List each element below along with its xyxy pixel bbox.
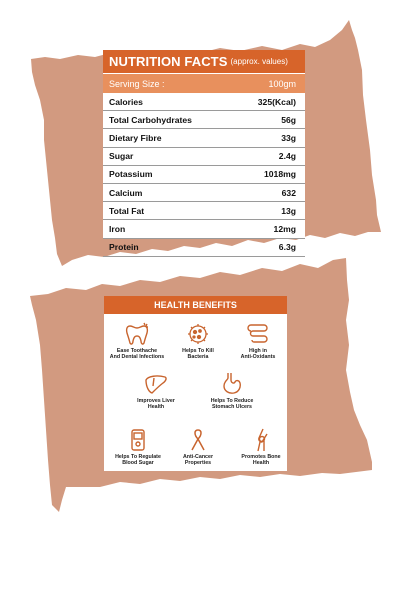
stomach-icon (219, 372, 245, 396)
nutrient-label: Total Carbohydrates (109, 114, 192, 125)
nutrient-label: Sugar (109, 151, 134, 162)
nutrient-label: Calcium (109, 187, 143, 198)
benefit-label: Ease Toothache And Dental Infections (109, 348, 165, 361)
benefit-item (194, 372, 270, 411)
benefit-label: Helps To Reduce Stomach Ulcers (210, 398, 254, 411)
nutrition-title: NUTRITION FACTS (109, 54, 228, 69)
benefit-item (223, 428, 299, 467)
serving-size-row (103, 74, 305, 93)
nutrient-value: 12mg (273, 223, 296, 234)
benefit-label: High in Anti-Oxidants (240, 348, 276, 361)
nutrient-value: 6.3g (278, 242, 296, 253)
liver-icon (143, 372, 169, 396)
intestine-icon (245, 322, 271, 346)
benefit-label: Improves Liver Health (137, 398, 175, 411)
nutrient-value: 325(Kcal) (257, 96, 296, 107)
nutrient-label: Total Fat (109, 205, 145, 216)
nutrient-label: Potassium (109, 169, 153, 180)
benefit-label: Promotes Bone Health (241, 454, 281, 467)
nutrition-facts-card (103, 50, 305, 253)
glucose-meter-icon (125, 428, 151, 452)
health-title: HEALTH BENEFITS (154, 300, 237, 310)
health-benefits-card (104, 296, 287, 471)
bone-joint-icon (248, 428, 274, 452)
bacteria-icon (185, 322, 211, 346)
nutrient-label: Protein (109, 242, 139, 253)
serving-size-value: 100gm (268, 78, 296, 89)
nutrient-row (103, 166, 305, 184)
benefit-item (220, 322, 296, 361)
nutrient-row (103, 129, 305, 147)
benefit-label: Helps To Regulate Blood Sugar (115, 454, 161, 467)
nutrient-row (103, 239, 305, 257)
nutrient-value: 2.4g (278, 151, 296, 162)
nutrient-row (103, 111, 305, 129)
nutrient-value: 1018mg (263, 169, 296, 180)
cancer-ribbon-icon (185, 428, 211, 452)
nutrient-row (103, 184, 305, 202)
health-header (104, 296, 287, 314)
nutrient-value: 632 (281, 187, 296, 198)
serving-size-label: Serving Size : (109, 78, 165, 89)
nutrient-value: 33g (281, 132, 296, 143)
nutrient-row (103, 93, 305, 111)
nutrient-label: Iron (109, 223, 126, 234)
nutrient-label: Calories (109, 96, 143, 107)
benefit-label: Helps To Kill Bacteria (182, 348, 214, 361)
nutrition-subtitle: (approx. values) (230, 57, 288, 66)
nutrient-value: 56g (281, 114, 296, 125)
nutrient-value: 13g (281, 205, 296, 216)
nutrient-row (103, 202, 305, 220)
nutrient-row (103, 148, 305, 166)
benefit-label: Anti-Cancer Properties (182, 454, 214, 467)
tooth-icon (124, 322, 150, 346)
nutrition-header (103, 50, 305, 73)
nutrient-label: Dietary Fibre (109, 132, 162, 143)
benefit-item (118, 372, 194, 411)
nutrient-row (103, 220, 305, 238)
